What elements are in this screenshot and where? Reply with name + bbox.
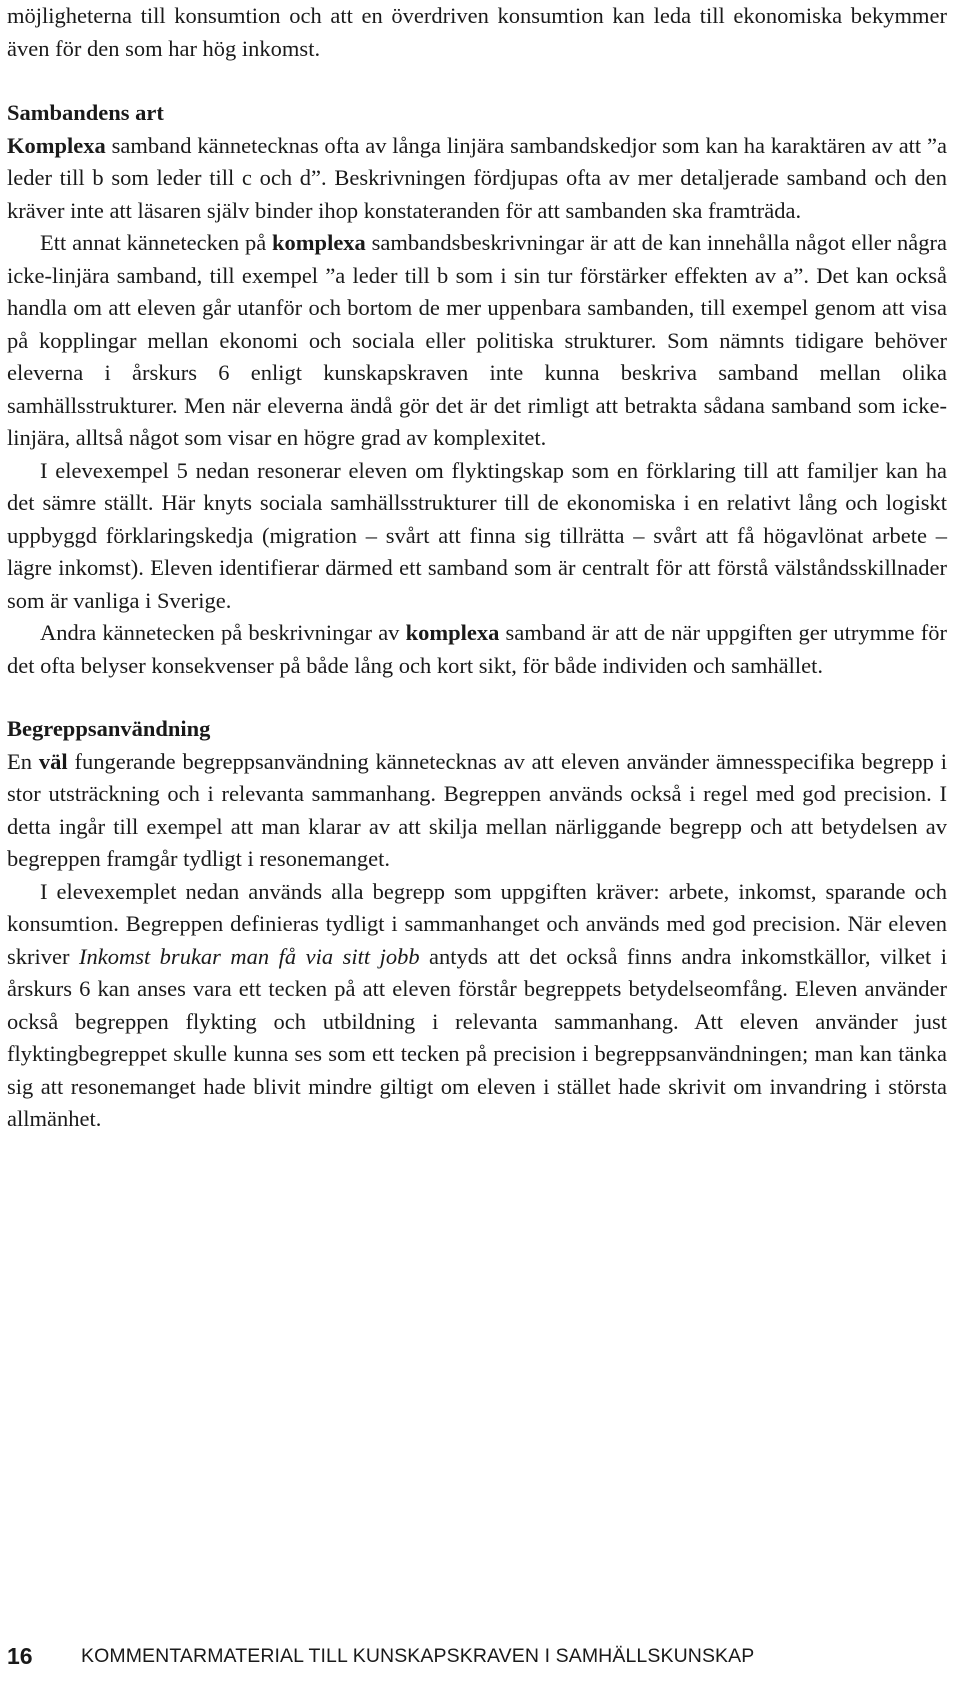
heading-begreppsanvandning: Begreppsanvändning	[7, 716, 211, 741]
paragraph-elevexemplet: I elevexemplet nedan används alla begrepp som uppgiften kräver: arbete, inkomst, sparande och konsumtion. Begreppen definieras tydligt i sammanhanget och används med god precision. När eleven skriver Inkomst brukar man få via sitt jobb antyds att det också finns andra inkomstkällor, vilket i årskurs 6 kan anses vara ett tecken på att eleven förstår begreppets betydelseomfång. Eleven använder också begreppen flykting och utbildning i relevanta sammanhang. Att eleven använder just flyktingbegreppet skulle kunna ses som ett tecken på precision i begreppsanvändningen; man kan tänka sig att resonemanget hade blivit mindre giltigt om eleven i stället hade skrivit om invandring i största allmänhet.	[7, 878, 948, 1131]
heading-sambandens-art: Sambandens art	[7, 100, 164, 125]
page-footer	[7, 1643, 947, 1673]
paragraph-elevexempel-5: I elevexempel 5 nedan resonerar eleven om flyktingskap som en förklaring till att familjer kan ha det sämre ställt. Här knyts sociala samhällsstrukturer till de ekonomiska i en relativt lång och logiskt uppbyggd förklaringskedja (migration – svårt att finna sig tillrätta – svårt att få högavlönat arbete – lägre inkomst). Eleven identifierar därmed ett samband som är centralt för att förstå välståndsskillnader som är vanliga i Sverige.	[7, 457, 947, 613]
bold-term: Komplexa	[7, 132, 106, 158]
page-number: 16	[7, 1643, 33, 1669]
bold-term: komplexa	[272, 230, 366, 255]
paragraph-komplexa-samband: Komplexa samband kännetecknas ofta av långa linjära sambandskedjor som kan ha karaktären av att ”a leder till b som leder till c och d”. Beskrivningen fördjupas ofta av mer detaljerade samband och den kräver inte att läsaren själv binder ihop konstateranden för att sambanden ska framträda.	[7, 132, 947, 223]
paragraph-andra-kannetecken: Andra kännetecken på beskrivningar av komplexa samband är att de när uppgiften ger utrymme för det ofta belyser konsekvenser på både lång och kort sikt, för både individen och samhället.	[7, 620, 947, 678]
document-page	[7, 0, 947, 1136]
paragraph-intro: möjligheterna till konsumtion och att en överdriven konsumtion kan leda till ekonomiska bekymmer även för den som har hög inkomst.	[7, 3, 947, 61]
bold-term: väl	[38, 748, 68, 774]
paragraph-icke-linjara: Ett annat kännetecken på komplexa sambandsbeskrivningar är att de kan innehålla något eller några icke-linjära samband, till exempel ”a leder till b som i sin tur förstärker effekten av a”. Det kan också handla om att eleven går utanför och bortom de mer uppenbara sambanden, till exempel genom att visa på kopplingar mellan ekonomi och sociala eller politiska strukturer. Som nämnts tidigare behöver eleverna i årskurs 6 enligt kunskapskraven inte kunna beskriva samband mellan olika samhällsstrukturer. Men när eleverna ändå gör det är det rimligt att betrakta sådana samband som icke-linjära, alltså något som visar en högre grad av komplexitet.	[7, 230, 947, 450]
running-title: KOMMENTARMATERIAL TILL KUNSKAPSKRAVEN I SAMHÄLLSKUNSKAP	[81, 1645, 755, 1667]
bold-term: komplexa	[405, 620, 500, 645]
paragraph-val-fungerande: En väl fungerande begreppsanvändning kännetecknas av att eleven använder ämnesspecifika begrepp i stor utsträckning och i relevanta sammanhang. Begreppen används också i regel med god precision. I detta ingår till exempel att man klarar av att skilja mellan närliggande begrepp och att betydelsen av begreppen framgår tydligt i resonemanget.	[7, 748, 947, 871]
italic-quote: Inkomst brukar man få via sitt jobb	[78, 943, 420, 969]
